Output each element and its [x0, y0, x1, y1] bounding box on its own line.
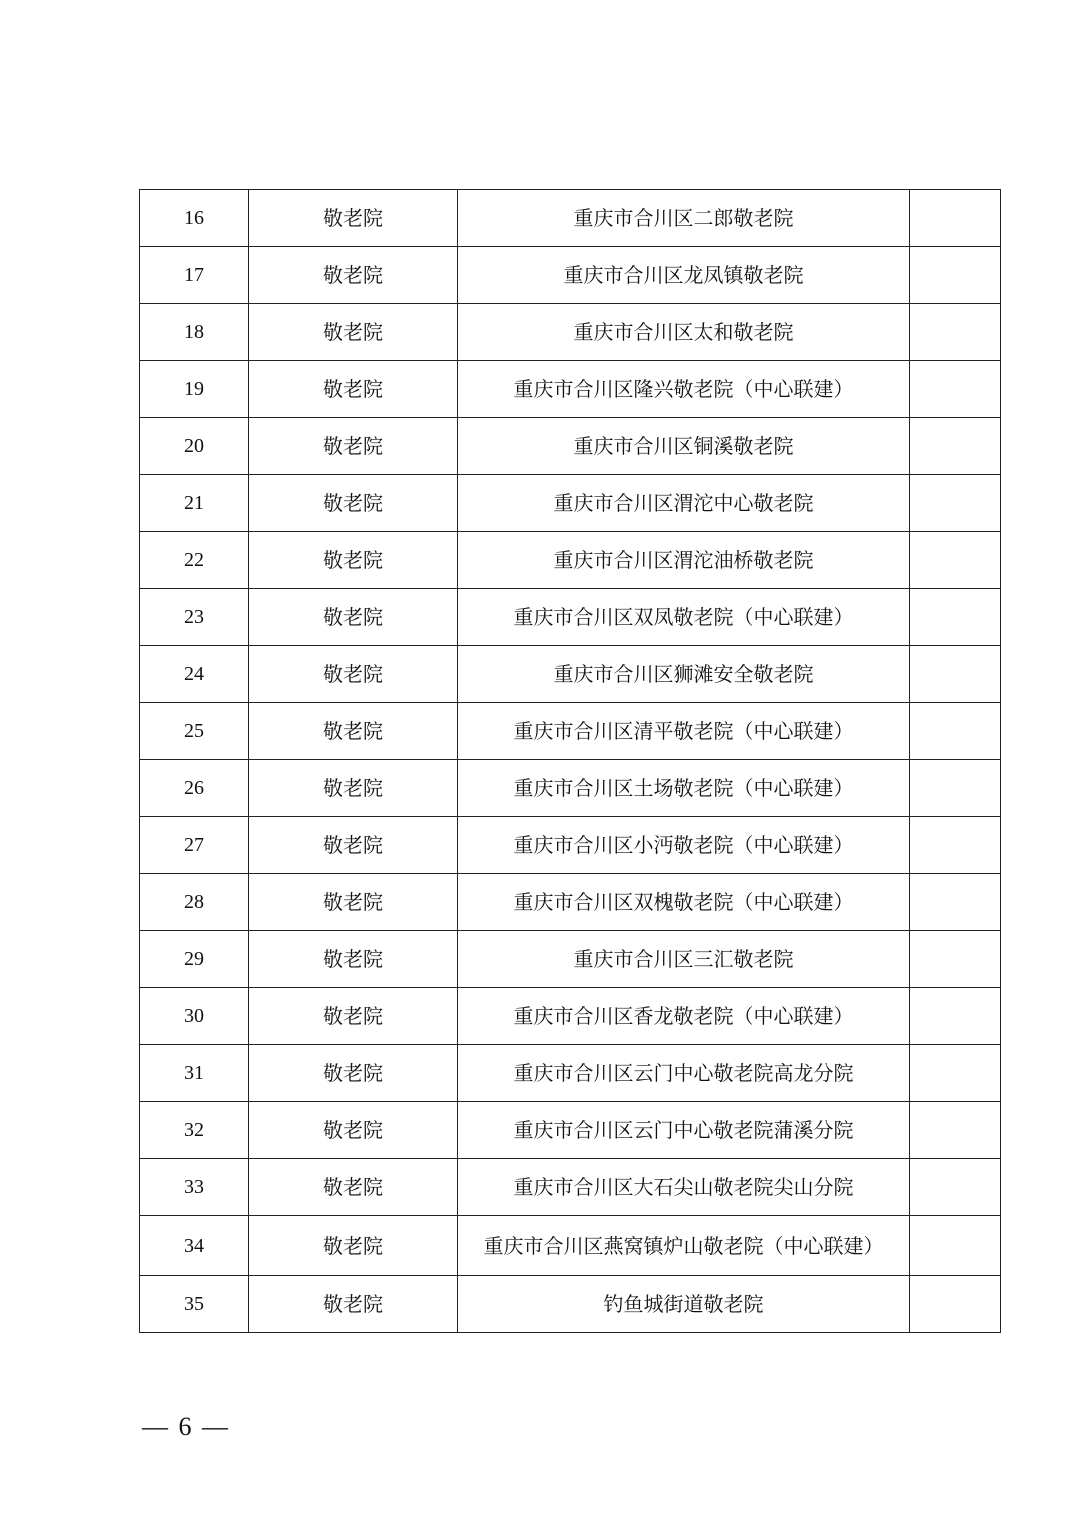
row-number: 24	[140, 646, 249, 703]
row-number: 21	[140, 475, 249, 532]
facility-note	[910, 1102, 1001, 1159]
facility-note	[910, 760, 1001, 817]
facility-type: 敬老院	[249, 475, 458, 532]
table-row	[140, 475, 1001, 532]
row-number: 25	[140, 703, 249, 760]
facility-type: 敬老院	[249, 760, 458, 817]
facility-name: 重庆市合川区渭沱中心敬老院	[458, 475, 910, 532]
row-number: 16	[140, 190, 249, 247]
facility-note	[910, 1216, 1001, 1276]
facility-note	[910, 1276, 1001, 1333]
row-number: 22	[140, 532, 249, 589]
row-number: 23	[140, 589, 249, 646]
facility-type: 敬老院	[249, 703, 458, 760]
table-row	[140, 532, 1001, 589]
table-row	[140, 1276, 1001, 1333]
row-number: 27	[140, 817, 249, 874]
facility-note	[910, 1045, 1001, 1102]
table-row	[140, 988, 1001, 1045]
facility-name: 重庆市合川区土场敬老院（中心联建）	[458, 760, 910, 817]
facility-name: 重庆市合川区双槐敬老院（中心联建）	[458, 874, 910, 931]
facility-type: 敬老院	[249, 589, 458, 646]
facility-type: 敬老院	[249, 1216, 458, 1276]
facility-name: 重庆市合川区清平敬老院（中心联建）	[458, 703, 910, 760]
row-number: 34	[140, 1216, 249, 1276]
facility-note	[910, 988, 1001, 1045]
facility-note	[910, 817, 1001, 874]
table-row	[140, 247, 1001, 304]
facility-note	[910, 703, 1001, 760]
table-row	[140, 418, 1001, 475]
row-number: 35	[140, 1276, 249, 1333]
table-row	[140, 646, 1001, 703]
row-number: 20	[140, 418, 249, 475]
facility-note	[910, 646, 1001, 703]
facility-note	[910, 532, 1001, 589]
facility-type: 敬老院	[249, 532, 458, 589]
facility-table-body	[140, 190, 1001, 1333]
facility-note	[910, 1159, 1001, 1216]
facility-type: 敬老院	[249, 1159, 458, 1216]
facility-note	[910, 931, 1001, 988]
table-row	[140, 760, 1001, 817]
row-number: 31	[140, 1045, 249, 1102]
facility-name: 钓鱼城街道敬老院	[458, 1276, 910, 1333]
facility-type: 敬老院	[249, 1045, 458, 1102]
table-row	[140, 589, 1001, 646]
facility-note	[910, 874, 1001, 931]
facility-type: 敬老院	[249, 1102, 458, 1159]
facility-type: 敬老院	[249, 646, 458, 703]
table-row	[140, 1102, 1001, 1159]
facility-note	[910, 190, 1001, 247]
row-number: 18	[140, 304, 249, 361]
page-number: — 6 —	[142, 1412, 230, 1441]
facility-name: 重庆市合川区小沔敬老院（中心联建）	[458, 817, 910, 874]
facility-type: 敬老院	[249, 361, 458, 418]
facility-type: 敬老院	[249, 418, 458, 475]
table-row	[140, 1045, 1001, 1102]
table-row	[140, 1216, 1001, 1276]
row-number: 17	[140, 247, 249, 304]
facility-name: 重庆市合川区大石尖山敬老院尖山分院	[458, 1159, 910, 1216]
facility-name: 重庆市合川区渭沱油桥敬老院	[458, 532, 910, 589]
facility-type: 敬老院	[249, 931, 458, 988]
facility-name: 重庆市合川区云门中心敬老院高龙分院	[458, 1045, 910, 1102]
row-number: 33	[140, 1159, 249, 1216]
facility-name: 重庆市合川区云门中心敬老院蒲溪分院	[458, 1102, 910, 1159]
facility-table	[139, 189, 1001, 1333]
row-number: 26	[140, 760, 249, 817]
facility-note	[910, 247, 1001, 304]
table-row	[140, 361, 1001, 418]
facility-name: 重庆市合川区狮滩安全敬老院	[458, 646, 910, 703]
facility-name: 重庆市合川区双凤敬老院（中心联建）	[458, 589, 910, 646]
row-number: 28	[140, 874, 249, 931]
row-number: 30	[140, 988, 249, 1045]
facility-type: 敬老院	[249, 304, 458, 361]
table-row	[140, 304, 1001, 361]
facility-note	[910, 475, 1001, 532]
row-number: 19	[140, 361, 249, 418]
facility-note	[910, 589, 1001, 646]
facility-note	[910, 361, 1001, 418]
facility-name: 重庆市合川区铜溪敬老院	[458, 418, 910, 475]
facility-name: 重庆市合川区香龙敬老院（中心联建）	[458, 988, 910, 1045]
table-row	[140, 817, 1001, 874]
table-row	[140, 874, 1001, 931]
facility-type: 敬老院	[249, 874, 458, 931]
facility-name: 重庆市合川区燕窝镇炉山敬老院（中心联建）	[458, 1216, 910, 1276]
facility-name: 重庆市合川区隆兴敬老院（中心联建）	[458, 361, 910, 418]
table-row	[140, 703, 1001, 760]
table-row	[140, 190, 1001, 247]
facility-type: 敬老院	[249, 247, 458, 304]
facility-type: 敬老院	[249, 1276, 458, 1333]
facility-note	[910, 304, 1001, 361]
facility-name: 重庆市合川区二郎敬老院	[458, 190, 910, 247]
table-row	[140, 931, 1001, 988]
table-row	[140, 1159, 1001, 1216]
facility-name: 重庆市合川区龙凤镇敬老院	[458, 247, 910, 304]
row-number: 29	[140, 931, 249, 988]
row-number: 32	[140, 1102, 249, 1159]
facility-type: 敬老院	[249, 190, 458, 247]
facility-type: 敬老院	[249, 988, 458, 1045]
facility-note	[910, 418, 1001, 475]
facility-name: 重庆市合川区三汇敬老院	[458, 931, 910, 988]
facility-type: 敬老院	[249, 817, 458, 874]
facility-name: 重庆市合川区太和敬老院	[458, 304, 910, 361]
